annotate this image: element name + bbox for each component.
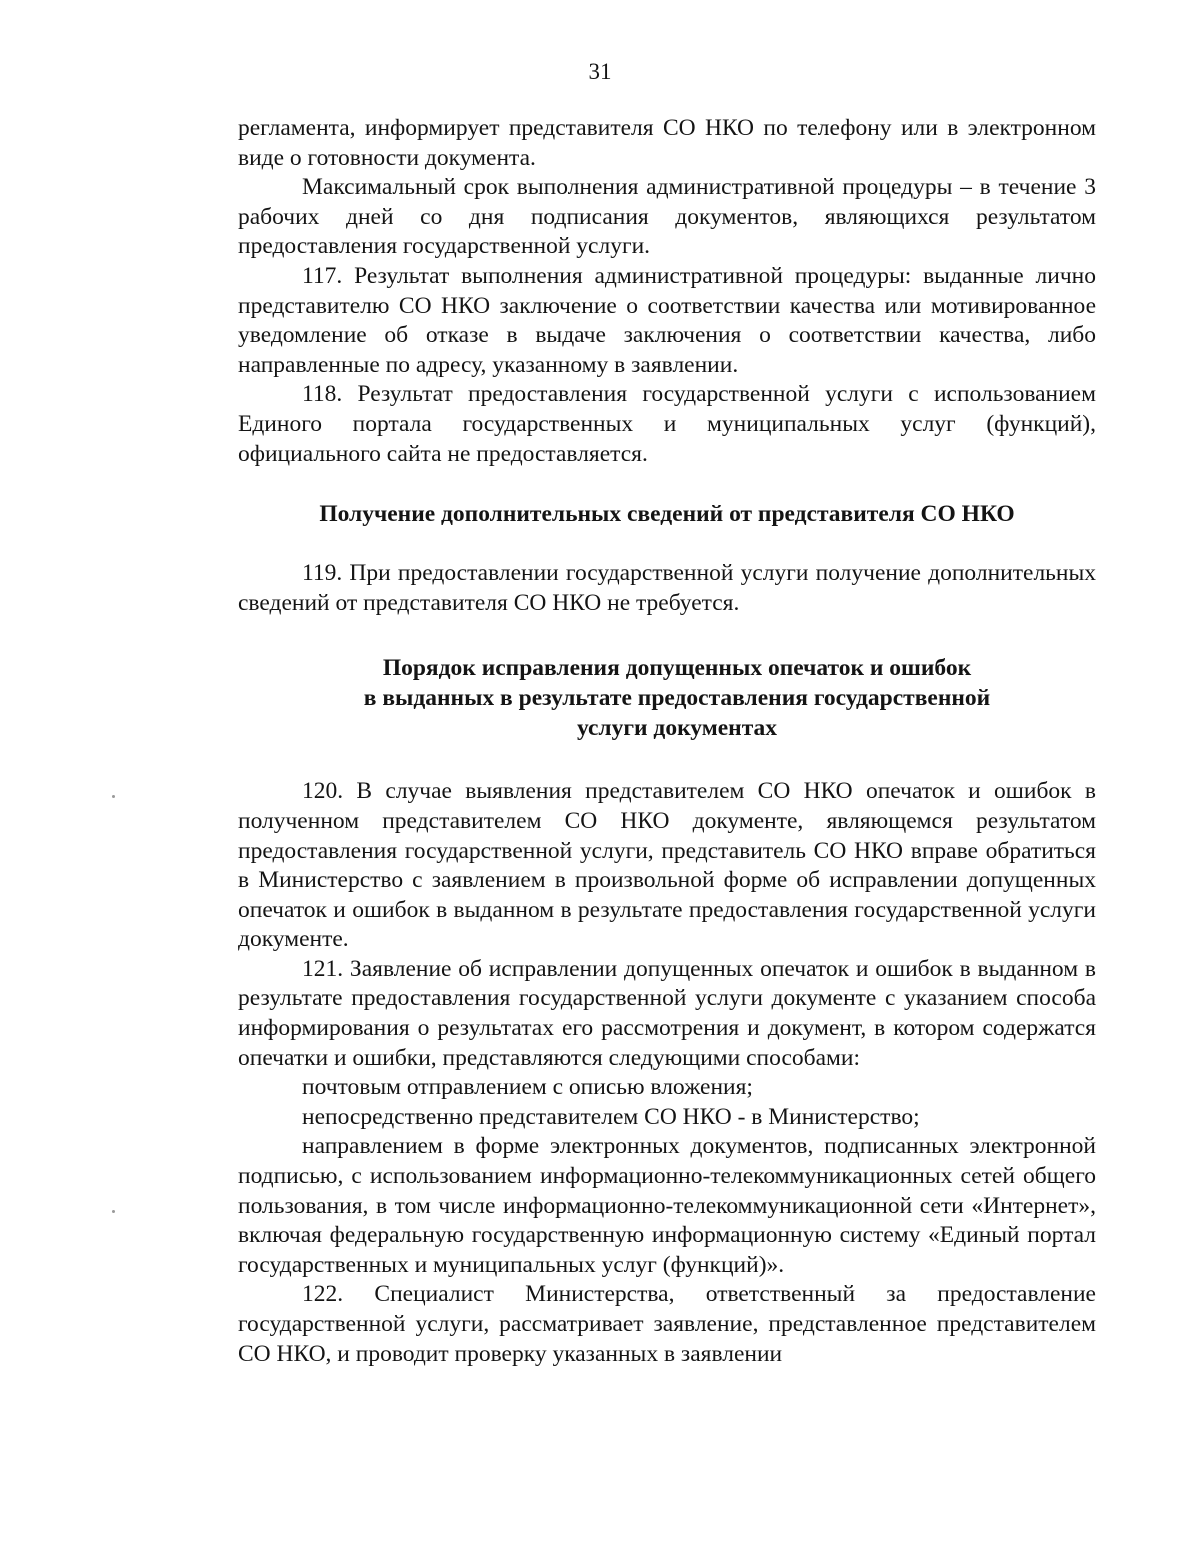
section-heading-corrections-line-3: услуги документах — [576, 715, 778, 742]
paragraph-122: 122. Специалист Министерства, ответственный за предоставление государственной услуги, рассматривает заявление, представленное представителем СО НКО, и проводит проверку указанных в заявлении — [238, 1281, 1096, 1367]
list-item-mail: почтовым отправлением с описью вложения; — [302, 1074, 753, 1101]
paragraph-117: 117. Результат выполнения административной процедуры: выданные лично представителю СО НКО заключение о соответствии качества или мотивированное уведомление об отказе в выдаче заключения о соответствии качества, либо направленные по адресу, указанному в заявлении. — [238, 262, 1096, 378]
paragraph-118: 118. Результат предоставления государственной услуги с использованием Единого портала государственных и муниципальных услуг (функций), официального сайта не предоставляется. — [238, 381, 1096, 467]
paragraph-120: 120. В случае выявления представителем СО НКО опечаток и ошибок в полученном представителем СО НКО документе, являющемся результатом предоставления государственной услуги, представитель СО НКО вправе обратиться в Министерство с заявлением в произвольной форме об исправлении допущенных опечаток и ошибок в выданном в результате предоставления государственной услуги документе. — [238, 778, 1096, 953]
paragraph-119: 119. При предоставлении государственной услуги получение дополнительных сведений от представителя СО НКО не требуется. — [238, 560, 1096, 616]
paragraph-121: 121. Заявление об исправлении допущенных опечаток и ошибок в выданном в результате предоставления государственной услуги документе с указанием способа информирования о результатах его рассмотрения и документ, в котором содержатся опечатки и ошибки, представляются следующими способами: — [238, 955, 1096, 1071]
list-item-electronic: направлением в форме электронных документов, подписанных электронной подписью, с использованием информационно-телекоммуникационных сетей общего пользования, в том числе информационно-телекоммуникационной сети «Интернет», включая федеральную государственную информационную систему «Единый портал государственных и муниципальных услуг (функций)». — [238, 1133, 1096, 1278]
paragraph-continuation: регламента, информирует представителя СО НКО по телефону или в электронном виде о готовности документа. — [238, 115, 1096, 171]
scan-artifact — [112, 795, 115, 798]
page-number: 31 — [588, 59, 612, 84]
document-body — [238, 114, 1096, 1369]
section-heading-corrections-line-2: в выданных в результате предоставления государственной — [363, 685, 991, 712]
list-item-in-person: непосредственно представителем СО НКО - в Министерство; — [302, 1103, 920, 1130]
section-heading-corrections-line-1: Порядок исправления допущенных опечаток и ошибок — [382, 655, 972, 682]
section-heading-additional-info: Получение дополнительных сведений от представителя СО НКО — [319, 501, 1015, 528]
paragraph-deadline: Максимальный срок выполнения административной процедуры – в течение 3 рабочих дней со дня подписания документов, являющихся результатом предоставления государственной услуги. — [238, 174, 1096, 260]
scan-artifact — [112, 1210, 115, 1213]
section-heading-corrections — [238, 653, 1096, 743]
